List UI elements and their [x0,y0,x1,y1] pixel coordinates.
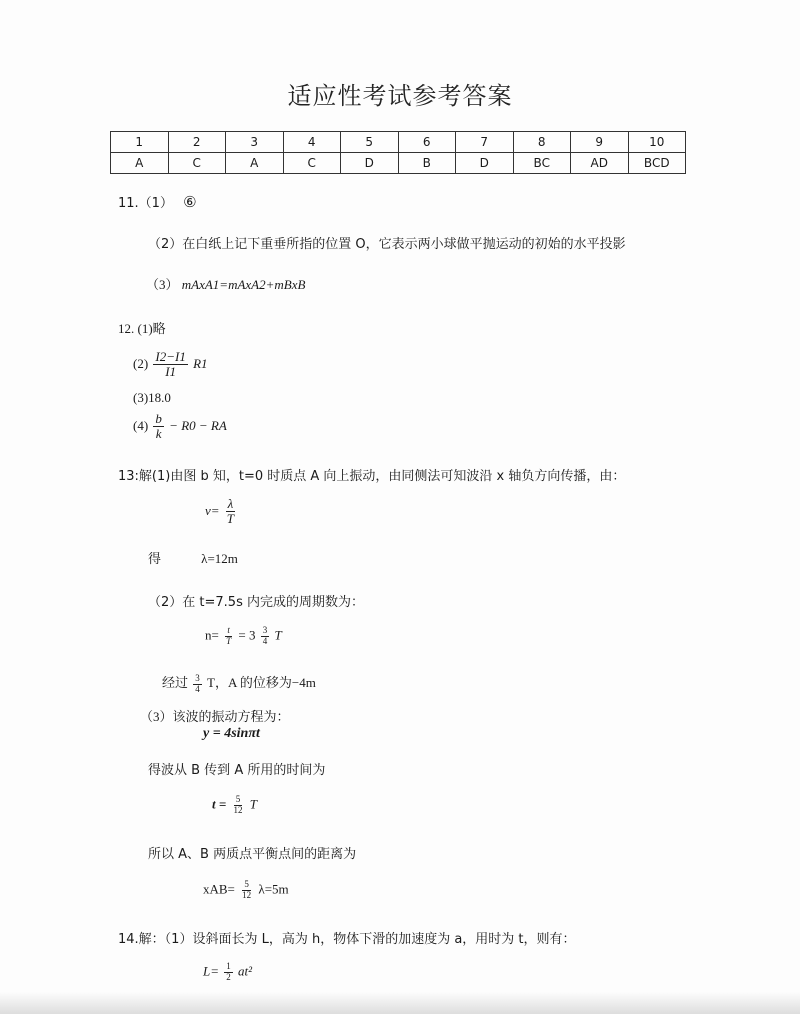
q13-wave-equation: y = 4sinπt [203,726,260,741]
velocity-lhs: v= [205,502,220,518]
table-cell: 10 [628,132,686,153]
fraction-numerator: 1 [226,961,231,971]
q14-intro: 14.解：（1）设斜面长为 L，高为 h，物体下滑的加速度为 a，用时为 t，则有： [118,932,576,947]
fraction-numerator: I2−I1 [155,349,186,364]
de-label: 得 [148,552,162,567]
fraction-numerator: 3 [195,672,200,683]
period-eq: = 3 [238,627,256,643]
q11-part2: （2）在白纸上记下重垂所指的位置 O，它表示两小球做平抛运动的初始的水平投影 [148,237,626,252]
table-cell: A [226,153,284,174]
q13-distance-text: 所以 A、B 两质点平衡点间的距离为 [148,847,357,862]
q13-displacement [162,672,316,694]
q12-part1: 12. (1)略 [118,321,166,336]
time-lhs: t = [212,796,230,812]
time-fraction [232,795,245,816]
page-title: 适应性考试参考答案 [287,82,513,110]
q12-part4-fraction [153,412,164,442]
table-cell: C [283,153,341,174]
pass-prefix: 经过 [162,675,189,690]
pass-tail: T，A 的位移为−4m [207,675,316,690]
velocity-fraction [225,497,236,527]
table-cell: D [456,153,514,174]
table-cell: 4 [283,132,341,153]
fraction-denominator: T [226,511,235,527]
fraction-denominator: 4 [262,635,268,646]
q13-wavelength [148,548,238,567]
table-cell: AD [571,153,629,174]
table-cell: 1 [111,132,169,153]
fraction-numerator: 3 [262,625,268,635]
fraction-denominator: k [155,426,162,442]
fraction-denominator: I1 [165,364,177,380]
q13-part2: （2）在 t=7.5s 内完成的周期数为： [148,595,364,610]
table-cell: 9 [571,132,629,153]
fraction-numerator: 5 [235,794,241,804]
table-row-answers [111,153,686,174]
q11-label: 11.（1） [118,196,173,211]
table-cell: 3 [226,132,284,153]
q13-travel-time: 得波从 B 传到 A 所用的时间为 [148,763,326,778]
q14-length-formula [203,962,252,983]
time-tail: T [249,796,258,812]
table-cell: 6 [398,132,456,153]
q11-part1 [118,192,197,211]
q12-part3: (3)18.0 [133,390,171,405]
fraction-numerator: t [227,625,230,635]
table-cell: BCD [628,153,686,174]
fraction-denominator: 2 [226,971,231,982]
q11-part3-formula: mAxA1=mAxA2+mBxB [181,277,306,292]
table-cell: 8 [513,132,571,153]
q13-time-formula [212,795,257,816]
period-tail: T [274,627,282,643]
pass-fraction [193,674,202,695]
distance-fraction [240,880,253,901]
page-bottom-shadow [0,992,800,1014]
wavelength-value: λ=12m [201,551,238,566]
q12-part2-fraction [153,350,187,380]
period-lhs: n= [205,627,219,643]
q13-velocity-formula [205,497,238,527]
distance-lhs: xAB= [203,881,235,897]
period-mixed-fraction [261,626,270,647]
q13-part3: （3）该波的振动方程为： [140,709,290,724]
length-tail: at² [238,963,253,979]
table-cell: B [398,153,456,174]
q12-part2 [133,350,208,380]
table-cell: 5 [341,132,399,153]
fraction-numerator: 5 [244,879,249,889]
table-cell: C [168,153,226,174]
q11-part3 [146,274,305,293]
q13-distance-formula [203,880,289,901]
fraction-numerator: λ [227,496,234,511]
q11-part3-label: （3） [146,277,179,292]
fraction-denominator: 12 [233,804,243,815]
q12-part2-tail: R1 [193,355,208,371]
answer-table [110,131,686,174]
q12-part4-tail: − R0 − RA [169,417,227,433]
distance-tail: λ=5m [258,881,289,897]
q12-part4-label: (4) [133,417,149,433]
length-lhs: L= [203,963,220,979]
q13-period-count [205,626,282,647]
table-cell: 7 [456,132,514,153]
table-cell: 2 [168,132,226,153]
table-cell: A [111,153,169,174]
q12-part4 [133,412,227,442]
q12-part2-label: (2) [133,355,149,371]
length-fraction [224,962,233,983]
table-cell: D [341,153,399,174]
fraction-numerator: b [155,411,162,426]
q13-intro: 13:解(1)由图 b 知，t=0 时质点 A 向上振动，由同侧法可知波沿 x 轴负方向传播，由： [118,469,626,484]
q11-answer: ⑥ [183,193,197,211]
fraction-denominator: 12 [242,889,252,900]
fraction-denominator: 4 [195,683,200,694]
fraction-denominator: T [226,635,232,646]
table-cell: BC [513,153,571,174]
period-fraction [224,626,233,647]
table-row-numbers [111,132,686,153]
